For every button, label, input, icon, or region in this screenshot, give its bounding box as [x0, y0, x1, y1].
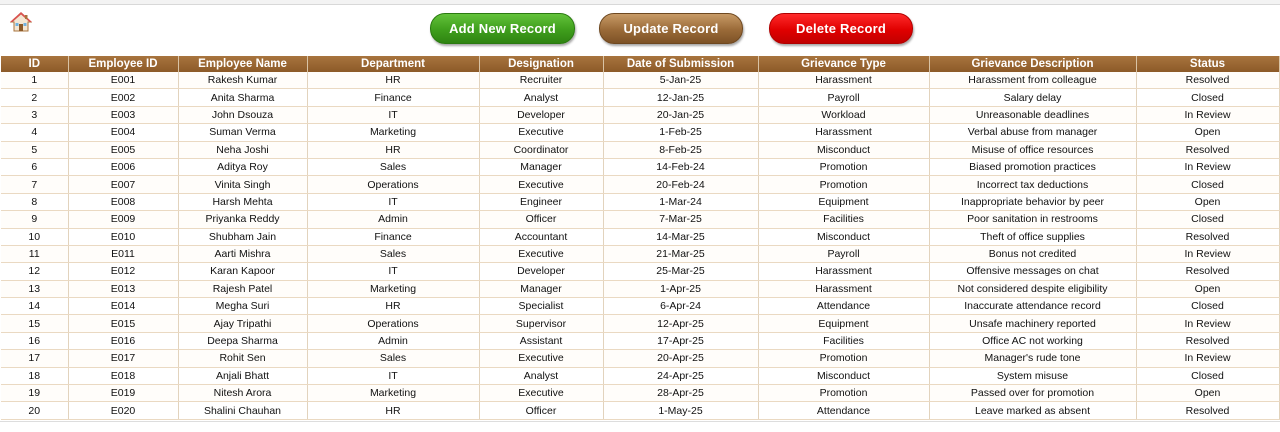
cell-status[interactable]: Resolved	[1136, 402, 1279, 419]
cell-employee-name[interactable]: Aditya Roy	[178, 158, 307, 175]
sheet-top-strip	[0, 0, 1280, 5]
cell-designation[interactable]: Executive	[479, 124, 603, 141]
cell-department[interactable]: Operations	[307, 315, 479, 332]
cell-employee-id[interactable]: E017	[68, 350, 178, 367]
table-body	[1, 72, 1279, 419]
cell-grievance-type[interactable]: Misconduct	[758, 367, 929, 384]
table-row[interactable]	[1, 124, 1279, 141]
cell-employee-id[interactable]: E005	[68, 141, 178, 158]
cell-date-of-submission[interactable]: 14-Feb-24	[603, 158, 758, 175]
cell-id[interactable]: 15	[1, 315, 68, 332]
cell-id[interactable]: 5	[1, 141, 68, 158]
table-row[interactable]	[1, 193, 1279, 210]
cell-designation[interactable]: Supervisor	[479, 315, 603, 332]
cell-employee-id[interactable]: E007	[68, 176, 178, 193]
cell-id[interactable]: 9	[1, 211, 68, 228]
cell-employee-name[interactable]: Anjali Bhatt	[178, 367, 307, 384]
cell-department[interactable]: HR	[307, 298, 479, 315]
cell-department[interactable]: IT	[307, 106, 479, 123]
cell-grievance-type[interactable]: Harassment	[758, 72, 929, 89]
cell-id[interactable]: 19	[1, 385, 68, 402]
cell-date-of-submission[interactable]: 6-Apr-24	[603, 298, 758, 315]
cell-department[interactable]: Finance	[307, 89, 479, 106]
cell-designation[interactable]: Officer	[479, 211, 603, 228]
cell-employee-id[interactable]: E008	[68, 193, 178, 210]
grievance-table	[1, 56, 1280, 420]
home-icon[interactable]	[10, 11, 32, 33]
column-header-department[interactable]: Department	[307, 56, 479, 72]
cell-status[interactable]: Closed	[1136, 89, 1279, 106]
cell-grievance-description[interactable]: Harassment from colleague	[929, 72, 1136, 89]
column-header-id[interactable]: ID	[1, 56, 68, 72]
cell-department[interactable]: Sales	[307, 158, 479, 175]
cell-employee-name[interactable]: Rajesh Patel	[178, 280, 307, 297]
cell-grievance-description[interactable]: System misuse	[929, 367, 1136, 384]
cell-employee-id[interactable]: E016	[68, 332, 178, 349]
cell-date-of-submission[interactable]: 20-Jan-25	[603, 106, 758, 123]
table-row[interactable]	[1, 280, 1279, 297]
column-header-date-of-submission[interactable]: Date of Submission	[603, 56, 758, 72]
cell-grievance-type[interactable]: Facilities	[758, 211, 929, 228]
cell-grievance-description[interactable]: Manager's rude tone	[929, 350, 1136, 367]
cell-date-of-submission[interactable]: 7-Mar-25	[603, 211, 758, 228]
cell-employee-name[interactable]: Karan Kapoor	[178, 263, 307, 280]
cell-grievance-type[interactable]: Payroll	[758, 89, 929, 106]
cell-grievance-description[interactable]: Passed over for promotion	[929, 385, 1136, 402]
table-row[interactable]	[1, 158, 1279, 175]
cell-grievance-description[interactable]: Verbal abuse from manager	[929, 124, 1136, 141]
cell-employee-id[interactable]: E004	[68, 124, 178, 141]
cell-id[interactable]: 14	[1, 298, 68, 315]
table-row[interactable]	[1, 385, 1279, 402]
cell-status[interactable]: In Review	[1136, 106, 1279, 123]
cell-designation[interactable]: Specialist	[479, 298, 603, 315]
cell-grievance-description[interactable]: Bonus not credited	[929, 245, 1136, 262]
cell-date-of-submission[interactable]: 20-Feb-24	[603, 176, 758, 193]
table-row[interactable]	[1, 141, 1279, 158]
cell-designation[interactable]: Executive	[479, 350, 603, 367]
cell-status[interactable]: Resolved	[1136, 263, 1279, 280]
cell-employee-name[interactable]: Vinita Singh	[178, 176, 307, 193]
cell-id[interactable]: 11	[1, 245, 68, 262]
table-row[interactable]	[1, 402, 1279, 419]
table-row[interactable]	[1, 315, 1279, 332]
cell-employee-name[interactable]: Shalini Chauhan	[178, 402, 307, 419]
cell-employee-name[interactable]: Priyanka Reddy	[178, 211, 307, 228]
cell-grievance-description[interactable]: Leave marked as absent	[929, 402, 1136, 419]
cell-designation[interactable]: Officer	[479, 402, 603, 419]
cell-grievance-type[interactable]: Workload	[758, 106, 929, 123]
cell-employee-name[interactable]: Harsh Mehta	[178, 193, 307, 210]
cell-date-of-submission[interactable]: 12-Apr-25	[603, 315, 758, 332]
cell-employee-name[interactable]: Ajay Tripathi	[178, 315, 307, 332]
table-row[interactable]	[1, 106, 1279, 123]
cell-designation[interactable]: Executive	[479, 385, 603, 402]
cell-employee-name[interactable]: Neha Joshi	[178, 141, 307, 158]
column-header-grievance-description[interactable]: Grievance Description	[929, 56, 1136, 72]
cell-date-of-submission[interactable]: 21-Mar-25	[603, 245, 758, 262]
cell-id[interactable]: 17	[1, 350, 68, 367]
cell-designation[interactable]: Coordinator	[479, 141, 603, 158]
column-header-designation[interactable]: Designation	[479, 56, 603, 72]
cell-status[interactable]: Resolved	[1136, 72, 1279, 89]
cell-grievance-description[interactable]: Unsafe machinery reported	[929, 315, 1136, 332]
cell-designation[interactable]: Accountant	[479, 228, 603, 245]
cell-id[interactable]: 2	[1, 89, 68, 106]
cell-status[interactable]: Closed	[1136, 176, 1279, 193]
cell-department[interactable]: Marketing	[307, 280, 479, 297]
cell-employee-name[interactable]: Shubham Jain	[178, 228, 307, 245]
add-new-record-button[interactable]: Add New Record	[430, 13, 575, 44]
cell-date-of-submission[interactable]: 25-Mar-25	[603, 263, 758, 280]
cell-date-of-submission[interactable]: 14-Mar-25	[603, 228, 758, 245]
cell-date-of-submission[interactable]: 24-Apr-25	[603, 367, 758, 384]
cell-grievance-type[interactable]: Harassment	[758, 124, 929, 141]
cell-grievance-description[interactable]: Inaccurate attendance record	[929, 298, 1136, 315]
table-row[interactable]	[1, 89, 1279, 106]
cell-status[interactable]: Resolved	[1136, 141, 1279, 158]
cell-id[interactable]: 1	[1, 72, 68, 89]
cell-date-of-submission[interactable]: 1-Apr-25	[603, 280, 758, 297]
column-header-grievance-type[interactable]: Grievance Type	[758, 56, 929, 72]
cell-department[interactable]: Sales	[307, 245, 479, 262]
delete-record-button[interactable]: Delete Record	[769, 13, 913, 44]
cell-date-of-submission[interactable]: 8-Feb-25	[603, 141, 758, 158]
cell-grievance-description[interactable]: Unreasonable deadlines	[929, 106, 1136, 123]
cell-designation[interactable]: Manager	[479, 280, 603, 297]
table-row[interactable]	[1, 245, 1279, 262]
cell-status[interactable]: Open	[1136, 280, 1279, 297]
cell-grievance-type[interactable]: Promotion	[758, 176, 929, 193]
cell-date-of-submission[interactable]: 1-May-25	[603, 402, 758, 419]
cell-grievance-type[interactable]: Misconduct	[758, 228, 929, 245]
cell-employee-id[interactable]: E014	[68, 298, 178, 315]
cell-department[interactable]: HR	[307, 72, 479, 89]
cell-grievance-description[interactable]: Offensive messages on chat	[929, 263, 1136, 280]
cell-id[interactable]: 16	[1, 332, 68, 349]
column-header-status[interactable]: Status	[1136, 56, 1279, 72]
cell-department[interactable]: IT	[307, 263, 479, 280]
cell-designation[interactable]: Executive	[479, 176, 603, 193]
cell-id[interactable]: 7	[1, 176, 68, 193]
cell-id[interactable]: 3	[1, 106, 68, 123]
table-row[interactable]	[1, 263, 1279, 280]
cell-designation[interactable]: Recruiter	[479, 72, 603, 89]
cell-id[interactable]: 12	[1, 263, 68, 280]
table-row[interactable]	[1, 176, 1279, 193]
cell-employee-name[interactable]: Aarti Mishra	[178, 245, 307, 262]
cell-grievance-description[interactable]: Incorrect tax deductions	[929, 176, 1136, 193]
table-row[interactable]	[1, 332, 1279, 349]
table-row[interactable]	[1, 367, 1279, 384]
cell-grievance-description[interactable]: Theft of office supplies	[929, 228, 1136, 245]
cell-department[interactable]: Marketing	[307, 385, 479, 402]
cell-id[interactable]: 6	[1, 158, 68, 175]
cell-employee-name[interactable]: Deepa Sharma	[178, 332, 307, 349]
cell-designation[interactable]: Assistant	[479, 332, 603, 349]
cell-employee-id[interactable]: E020	[68, 402, 178, 419]
cell-grievance-type[interactable]: Payroll	[758, 245, 929, 262]
cell-grievance-type[interactable]: Attendance	[758, 298, 929, 315]
cell-grievance-description[interactable]: Not considered despite eligibility	[929, 280, 1136, 297]
cell-department[interactable]: IT	[307, 367, 479, 384]
table-row[interactable]	[1, 211, 1279, 228]
cell-grievance-description[interactable]: Inappropriate behavior by peer	[929, 193, 1136, 210]
cell-date-of-submission[interactable]: 28-Apr-25	[603, 385, 758, 402]
cell-department[interactable]: HR	[307, 402, 479, 419]
cell-grievance-type[interactable]: Promotion	[758, 158, 929, 175]
cell-grievance-description[interactable]: Salary delay	[929, 89, 1136, 106]
cell-status[interactable]: Closed	[1136, 298, 1279, 315]
cell-employee-name[interactable]: Nitesh Arora	[178, 385, 307, 402]
cell-employee-id[interactable]: E015	[68, 315, 178, 332]
cell-status[interactable]: In Review	[1136, 158, 1279, 175]
cell-designation[interactable]: Analyst	[479, 89, 603, 106]
cell-employee-id[interactable]: E018	[68, 367, 178, 384]
cell-status[interactable]: Resolved	[1136, 228, 1279, 245]
table-row[interactable]	[1, 350, 1279, 367]
cell-grievance-type[interactable]: Promotion	[758, 385, 929, 402]
cell-employee-name[interactable]: Anita Sharma	[178, 89, 307, 106]
cell-grievance-type[interactable]: Equipment	[758, 315, 929, 332]
cell-grievance-type[interactable]: Misconduct	[758, 141, 929, 158]
cell-employee-id[interactable]: E002	[68, 89, 178, 106]
table-row[interactable]	[1, 228, 1279, 245]
cell-id[interactable]: 20	[1, 402, 68, 419]
sheet-bottom-strip	[0, 421, 1280, 432]
cell-status[interactable]: In Review	[1136, 245, 1279, 262]
cell-id[interactable]: 4	[1, 124, 68, 141]
cell-grievance-type[interactable]: Facilities	[758, 332, 929, 349]
cell-department[interactable]: Sales	[307, 350, 479, 367]
cell-grievance-description[interactable]: Poor sanitation in restrooms	[929, 211, 1136, 228]
cell-department[interactable]: Finance	[307, 228, 479, 245]
column-header-employee-id[interactable]: Employee ID	[68, 56, 178, 72]
cell-date-of-submission[interactable]: 20-Apr-25	[603, 350, 758, 367]
table-header-row	[1, 56, 1279, 72]
cell-status[interactable]: In Review	[1136, 350, 1279, 367]
cell-department[interactable]: IT	[307, 193, 479, 210]
cell-department[interactable]: Marketing	[307, 124, 479, 141]
cell-employee-id[interactable]: E010	[68, 228, 178, 245]
cell-grievance-type[interactable]: Promotion	[758, 350, 929, 367]
cell-grievance-description[interactable]: Biased promotion practices	[929, 158, 1136, 175]
cell-department[interactable]: Operations	[307, 176, 479, 193]
cell-id[interactable]: 13	[1, 280, 68, 297]
cell-date-of-submission[interactable]: 1-Feb-25	[603, 124, 758, 141]
cell-id[interactable]: 10	[1, 228, 68, 245]
cell-id[interactable]: 18	[1, 367, 68, 384]
cell-grievance-type[interactable]: Harassment	[758, 263, 929, 280]
cell-date-of-submission[interactable]: 5-Jan-25	[603, 72, 758, 89]
cell-employee-id[interactable]: E003	[68, 106, 178, 123]
cell-designation[interactable]: Developer	[479, 106, 603, 123]
cell-designation[interactable]: Analyst	[479, 367, 603, 384]
cell-employee-id[interactable]: E001	[68, 72, 178, 89]
cell-employee-name[interactable]: John Dsouza	[178, 106, 307, 123]
cell-employee-id[interactable]: E011	[68, 245, 178, 262]
cell-employee-name[interactable]: Rakesh Kumar	[178, 72, 307, 89]
cell-status[interactable]: Open	[1136, 385, 1279, 402]
cell-status[interactable]: Closed	[1136, 211, 1279, 228]
cell-grievance-type[interactable]: Harassment	[758, 280, 929, 297]
cell-employee-name[interactable]: Megha Suri	[178, 298, 307, 315]
table-row[interactable]	[1, 72, 1279, 89]
cell-status[interactable]: Open	[1136, 193, 1279, 210]
cell-designation[interactable]: Executive	[479, 245, 603, 262]
update-record-button[interactable]: Update Record	[599, 13, 743, 44]
cell-grievance-description[interactable]: Office AC not working	[929, 332, 1136, 349]
cell-date-of-submission[interactable]: 17-Apr-25	[603, 332, 758, 349]
cell-grievance-type[interactable]: Equipment	[758, 193, 929, 210]
cell-employee-id[interactable]: E006	[68, 158, 178, 175]
cell-employee-name[interactable]: Rohit Sen	[178, 350, 307, 367]
cell-status[interactable]: Resolved	[1136, 332, 1279, 349]
cell-employee-id[interactable]: E019	[68, 385, 178, 402]
cell-employee-id[interactable]: E013	[68, 280, 178, 297]
cell-date-of-submission[interactable]: 12-Jan-25	[603, 89, 758, 106]
cell-grievance-description[interactable]: Misuse of office resources	[929, 141, 1136, 158]
cell-employee-id[interactable]: E009	[68, 211, 178, 228]
cell-department[interactable]: HR	[307, 141, 479, 158]
cell-status[interactable]: Open	[1136, 124, 1279, 141]
cell-designation[interactable]: Manager	[479, 158, 603, 175]
cell-status[interactable]: In Review	[1136, 315, 1279, 332]
cell-date-of-submission[interactable]: 1-Mar-24	[603, 193, 758, 210]
table-row[interactable]	[1, 298, 1279, 315]
cell-designation[interactable]: Engineer	[479, 193, 603, 210]
column-header-employee-name[interactable]: Employee Name	[178, 56, 307, 72]
cell-grievance-type[interactable]: Attendance	[758, 402, 929, 419]
cell-department[interactable]: Admin	[307, 332, 479, 349]
cell-employee-id[interactable]: E012	[68, 263, 178, 280]
cell-department[interactable]: Admin	[307, 211, 479, 228]
cell-employee-name[interactable]: Suman Verma	[178, 124, 307, 141]
cell-status[interactable]: Closed	[1136, 367, 1279, 384]
cell-id[interactable]: 8	[1, 193, 68, 210]
cell-designation[interactable]: Developer	[479, 263, 603, 280]
